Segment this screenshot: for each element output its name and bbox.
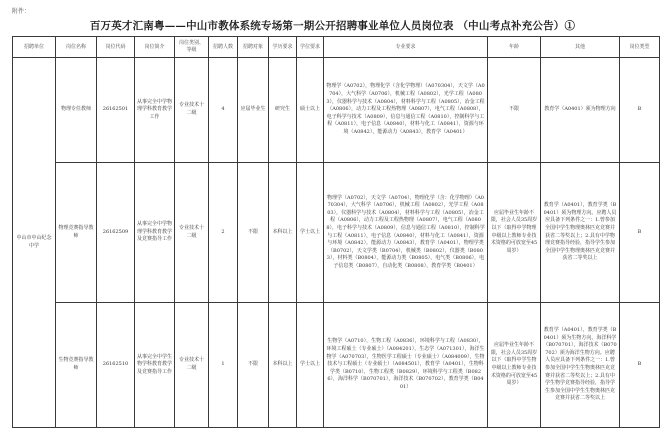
cell-other: 教育学（A0401）须为物理方向	[541, 58, 620, 163]
cell-education: 本科以上	[269, 303, 297, 428]
header-position-name: 岗位名称	[56, 37, 97, 58]
cell-target: 不限	[238, 163, 269, 303]
cell-degree: 学士以上	[297, 163, 324, 303]
cell-position-name: 生物竞赛指导教师	[56, 303, 97, 428]
cell-description: 从事完全中学物理学科教育教学工作	[135, 58, 175, 163]
recruitment-table	[12, 36, 660, 428]
header-age: 年龄	[488, 37, 541, 58]
cell-age: 不限	[488, 58, 541, 163]
cell-description: 从事完全中学生物学科教育教学及竞赛指导工作	[135, 303, 175, 428]
cell-type: B	[620, 303, 660, 428]
document-title: 百万英才汇南粤——中山市教体系统专场第一期公开招聘事业单位人员岗位表 （中山考点补充公告）①	[89, 20, 576, 32]
cell-headcount: 4	[209, 58, 238, 163]
cell-category-level: 专业技术十二级	[175, 303, 209, 428]
header-category-level: 岗位类别、等级	[175, 37, 209, 58]
cell-degree: 学士以上	[297, 303, 324, 428]
header-degree: 学位要求	[297, 37, 324, 58]
cell-category-level: 专业技术十二级	[175, 163, 209, 303]
header-other: 其他	[541, 37, 620, 58]
cell-major: 生物学（A0710），生物工程（A0836），环境科学与工程（A0830），环境工程硕士（专业硕士）（A084201），生态学（A071301），海洋生物学（A070703），生物医学工程硕士（专业硕士）（A084009），生物技术与工程硕士（专业硕士）（A084501），教育学（A0401），生物科学类（B0710），生物工程类（B0829），环境科学与工程类（B0826），海洋科学（B070701），海洋技术（B070702），教育学类（B0401）	[324, 303, 488, 428]
cell-age: 应届毕业生年龄不限，社会人员35周岁以下（取得中学物理中级以上教师专业技术资格的可放宽至45周岁）	[488, 163, 541, 303]
cell-education: 研究生	[269, 58, 297, 163]
cell-position-code: 26162509	[97, 163, 135, 303]
cell-unit: 中山市中山纪念中学	[13, 58, 56, 428]
cell-position-name: 物理专任教师	[56, 58, 97, 163]
cell-category-level: 专业技术十二级	[175, 58, 209, 163]
header-unit: 招聘单位	[13, 37, 56, 58]
cell-description: 从事完全中学物理学科教育教学及竞赛指导工作	[135, 163, 175, 303]
cell-other: 教育学（A0401），教育学类（B0401）须为物理方向。应聘人员应具备下列条件之一：1.曾参加全国中学生物理奥林匹克竞赛并获省二等奖以上；2.具有中学物理竞赛指导经验，指导学生参加全国中学生物理奥林匹克竞赛并获省二等奖以上	[541, 163, 620, 303]
header-target: 招聘对象	[238, 37, 269, 58]
cell-education: 本科以上	[269, 163, 297, 303]
cell-position-code: 26162510	[97, 303, 135, 428]
header-row	[13, 37, 660, 58]
header-major: 专业要求	[324, 37, 488, 58]
cell-major: 物理学（A0702），物理化学（含化学物理）（A070304），天文学（A0704），大气科学（A0706），机械工程（A0802），光学工程（A0803），仪器科学与技术（A0804），材料科学与工程（A0805），冶金工程（A0806），动力工程及工程热物理（A0807），电气工程（A0808），电子科学与技术（A0809），信息与通信工程（A0810），控制科学与工程（A0811），电子信息（A0840），材料与化工（A0841），资源与环境（A0842），能源动力（A0843），教育学（A0401）	[324, 58, 488, 163]
cell-degree: 硕士以上	[297, 58, 324, 163]
cell-position-name: 物理竞赛指导教师	[56, 163, 97, 303]
table-row	[13, 163, 660, 303]
table-row	[13, 303, 660, 428]
header-education: 学历要求	[269, 37, 297, 58]
cell-headcount: 2	[209, 163, 238, 303]
table-row	[13, 58, 660, 163]
header-type: 岗位类型	[620, 37, 660, 58]
header-headcount: 招聘人数	[209, 37, 238, 58]
cell-type: B	[620, 163, 660, 303]
cell-headcount: 1	[209, 303, 238, 428]
cell-target: 应届毕业生	[238, 58, 269, 163]
cell-target: 不限	[238, 303, 269, 428]
cell-type: B	[620, 58, 660, 163]
attachment-label: 附件：	[12, 8, 31, 15]
header-description: 岗位简介	[135, 37, 175, 58]
cell-major: 物理学（A0702），天文学（A0704），物理化学（含：化学物理）（A070304），大气科学（A0706），机械工程（A0802），光学工程（A0803），仪器科学与技术（A0804），材料科学与工程（A0805），冶金工程（A0806），动力工程及工程热物理（A0807），电气工程（A0808），电子科学与技术（A0809），信息与通信工程（A0810），控制科学与工程（A0811），电子信息（A0840），材料与化工（A0841），资源与环境（A0842），能源动力（A0843），教育学（A0401），物理学类（B0702），天文学类（B0704），机械类（B0802），仪器类（B0803），材料类（B0804），能源动力类（B0805），电气类（B0806），电子信息类（B0807），自动化类（B0808），教育学类（B0401）	[324, 163, 488, 303]
cell-age: 应届毕业生年龄不限，社会人员35周岁以下（取得中学生物中级以上教师专业技术资格的可放宽至45周岁）	[488, 303, 541, 428]
header-position-code: 岗位代码	[97, 37, 135, 58]
cell-position-code: 26162501	[97, 58, 135, 163]
cell-other: 教育学（A0401），教育学类（B0401）须为生物方向，海洋科学（B070701），海洋技术（B070702）须为海洋生物方向。应聘人员应具备下列条件之一：1.曾参加全国中学生生物奥林匹克竞赛并获省二等奖以上；2.具有中学生物学竞赛指导经验，指导学生参加全国中学生生物奥林匹克竞赛并获省二等奖以上	[541, 303, 620, 428]
